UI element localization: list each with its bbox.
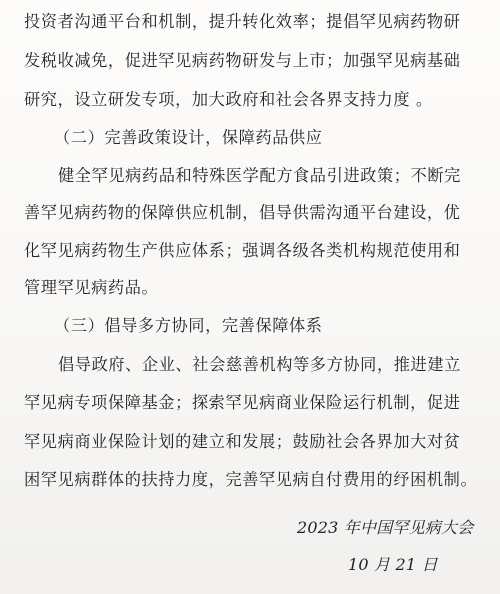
section-3-line-2: 罕见病专项保障基金；探索罕见病商业保险运行机制，促进 (24, 393, 461, 412)
section-2-line-1: 健全罕见病药品和特殊医学配方食品引进政策；不断完 (58, 166, 461, 185)
para1-line-3: 研究，设立研发专项，加大政府和社会各界支持力度 。 (24, 90, 433, 109)
section-3-line-3: 罕见病商业保险计划的建立和发展；鼓励社会各界加大对贫 (24, 432, 461, 451)
signature-organization: 2023 年中国罕见病大会 (297, 518, 474, 537)
signature-date: 10 月 21 日 (348, 555, 438, 574)
section-3-heading: （三）倡导多方协同，完善保障体系 (54, 316, 323, 335)
section-2-line-2: 善罕见病药物的保障供应机制，倡导供需沟通平台建设，优 (24, 203, 461, 222)
para1-line-2: 发税收减免，促进罕见病药物研发与上市；加强罕见病基础 (24, 51, 461, 70)
section-3-line-4: 困罕见病群体的扶持力度，完善罕见病自付费用的纾困机制。 (24, 470, 478, 489)
para1-line-1: 投资者沟通平台和机制，提升转化效率；提倡罕见病药物研 (24, 12, 461, 31)
section-2-heading: （二）完善政策设计，保障药品供应 (54, 128, 323, 147)
section-3-line-1: 倡导政府、企业、社会慈善机构等多方协同，推进建立 (58, 355, 461, 374)
section-2-line-3: 化罕见病药物生产供应体系；强调各级各类机构规范使用和 (24, 241, 461, 260)
section-2-line-4: 管理罕见病药品。 (24, 278, 159, 297)
